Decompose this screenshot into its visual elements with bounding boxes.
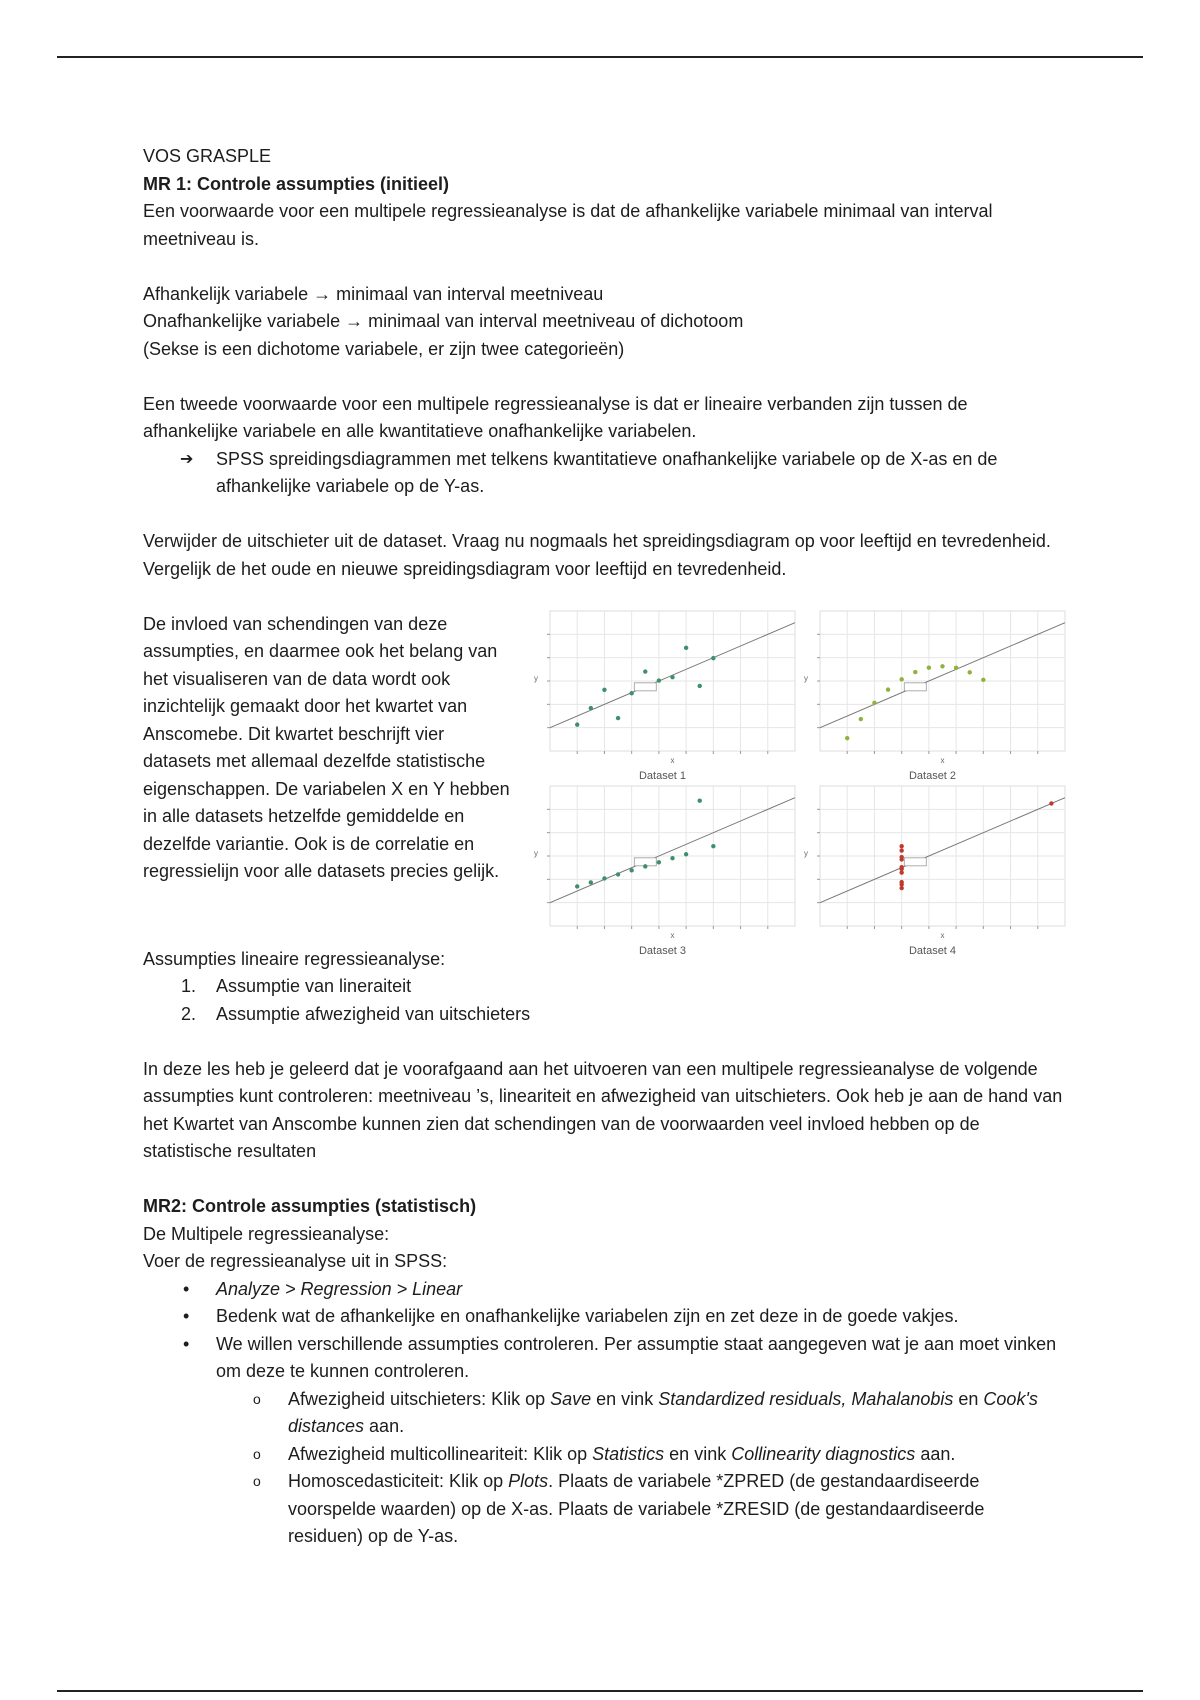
data-point [698, 798, 702, 802]
data-point [670, 856, 674, 860]
data-point [657, 860, 661, 864]
mr2-line2: Voer de regressieanalyse uit in SPSS: [143, 1251, 448, 1271]
data-point [845, 735, 849, 739]
course-label: VOS GRASPLE [143, 146, 272, 166]
data-point [575, 722, 579, 726]
data-point [629, 691, 633, 695]
data-point [670, 674, 674, 678]
data-point [899, 677, 903, 681]
spss-steps-list [143, 1276, 1063, 1551]
list-number: 1. [181, 976, 197, 996]
list-item-text: Bedenk wat de afhankelijke en onafhankelijke variabelen zijn en zet deze in de goede vakjes. [216, 1306, 959, 1326]
list-item-text: Assumptie afwezigheid van uitschieters [216, 1003, 531, 1024]
summary-text: In deze les heb je geleerd dat je voorafgaand aan het uitvoeren van een multipele regressieanalyse de volgende assumpties kunt controleren: meetniveau ’s, lineariteit en afwezigheid van uitschieters. Ook heb je aan de hand van het Kwartet van Anscombe kunnen zien dat schendingen van de voorwaarden veel invloed hebben op de statistische resultaten [143, 1058, 1063, 1161]
list-item [143, 1276, 1063, 1304]
mr1-heading: MR 1: Controle assumpties (initieel) [143, 173, 450, 194]
footer-rule [57, 1690, 1143, 1692]
menu-path: Analyze > Regression > Linear [216, 1278, 463, 1299]
list-item [143, 1001, 1063, 1029]
panel-label: Dataset 1 [638, 769, 687, 782]
bullet-icon: • [183, 1306, 190, 1326]
data-point [698, 683, 702, 687]
spss-arrow-item [143, 446, 1063, 501]
data-point [886, 687, 890, 691]
data-point [684, 852, 688, 856]
y-axis-label: y [534, 673, 538, 683]
independent-line: Onafhankelijke variabele → minimaal van interval meetniveau of dichotoom [143, 311, 744, 331]
data-point [899, 848, 903, 852]
sex-note: (Sekse is een dichotome variabele, er zijn twee categorieën) [143, 338, 625, 359]
mr2-heading: MR2: Controle assumpties (statistisch) [143, 1196, 477, 1216]
list-item [143, 1331, 1063, 1386]
regression-equation-box [904, 857, 926, 865]
data-point [589, 705, 593, 709]
header-rule [57, 56, 1143, 58]
data-point [711, 655, 715, 659]
mr2-line1: De Multipele regressieanalyse: [143, 1223, 390, 1244]
x-axis-label: x [940, 755, 945, 765]
data-point [629, 868, 633, 872]
sub-list-item: o Homoscedasticiteit: Klik op Plots. Plaats de variabele *ZPRED (de gestandaardiseerde voorspelde waarden) op de X-as. Plaats de variabele *ZRESID (de gestandaardiseerde residuen) op de Y-as. [143, 1468, 1063, 1551]
spss-arrow-text: SPSS spreidingsdiagrammen met telkens kwantitatieve onafhankelijke variabele op de X-as en de afhankelijke variabele op de Y-as. [216, 448, 998, 496]
data-point [859, 716, 863, 720]
data-point [1049, 801, 1053, 805]
x-axis-label: x [670, 755, 675, 765]
y-axis-label: y [534, 848, 538, 858]
data-point [643, 669, 647, 673]
list-item-text: We willen verschillende assumpties controleren. Per assumptie staat aangegeven wat je aan moet vinken om deze te kunnen controleren. [216, 1333, 1057, 1381]
data-point [981, 677, 985, 681]
bullet-icon: • [183, 1333, 190, 1354]
data-point [589, 880, 593, 884]
data-point [899, 844, 903, 848]
regression-equation-box [634, 682, 656, 690]
data-point [616, 872, 620, 876]
circle-bullet-icon: o [253, 1445, 261, 1462]
list-item [143, 973, 1063, 1001]
data-point [872, 700, 876, 704]
data-point [899, 866, 903, 870]
data-point [657, 678, 661, 682]
circle-bullet-icon: o [253, 1473, 261, 1489]
document-body [143, 143, 1063, 1551]
panel-label: Dataset 2 [908, 769, 957, 782]
data-point [940, 664, 944, 668]
y-axis-label: y [804, 848, 808, 858]
data-point [684, 645, 688, 649]
list-item [143, 1303, 1063, 1331]
sub-list-item: o Afwezigheid uitschieters: Klik op Save en vink Standardized residuals, Mahalanobis en Cook's distances aan. [143, 1386, 1063, 1441]
circle-bullet-icon: o [253, 1390, 261, 1407]
list-item-text: Assumptie van lineraiteit [216, 976, 412, 996]
x-axis-label: x [670, 930, 675, 940]
data-point [602, 876, 606, 880]
sub-list-item: o Afwezigheid multicollineariteit: Klik op Statistics en vink Collinearity diagnostics aan. [143, 1441, 1063, 1469]
y-axis-label: y [804, 673, 808, 683]
assumptions-list [143, 973, 1063, 1028]
data-point [575, 884, 579, 888]
regression-equation-box [904, 682, 926, 690]
anscombe-text: De invloed van schendingen van deze assumpties, en daarmee ook het belang van het visualiseren van de data wordt ook inzichtelijk gemaakt door het kwartet van Anscomebe. Dit kwartet beschrijft vier datasets met allemaal dezelfde statistische eigenschappen. De variabelen X en Y hebben in alle datasets hetzelfde gemiddelde en dezelfde variantie. Ook is de correlatie en regressielijn voor alle datasets precies gelijk. [143, 613, 510, 881]
anscombe-section [143, 611, 1063, 957]
x-axis-label: x [940, 930, 945, 940]
second-condition: Een tweede voorwaarde voor een multipele regressieanalyse is dat er lineaire verbanden zijn tussen de afhankelijke variabele en alle kwantitatieve onafhankelijke variabelen. [143, 393, 968, 441]
data-point [899, 854, 903, 858]
anscombe-quartet-chart [528, 601, 1073, 961]
data-point [602, 687, 606, 691]
data-point [643, 864, 647, 868]
mr1-intro: Een voorwaarde voor een multipele regressieanalyse is dat de afhankelijke variabele minimaal van interval meetniveau is. [143, 201, 993, 249]
remove-outlier-text: Verwijder de uitschieter uit de dataset. Vraag nu nogmaals het spreidingsdiagram op voor leeftijd en tevredenheid. Vergelijk de het oude en nieuwe spreidingsdiagram voor leeftijd en tevredenheid. [143, 531, 1051, 579]
data-point [954, 665, 958, 669]
dependent-line: Afhankelijk variabele → minimaal van interval meetniveau [143, 283, 604, 304]
data-point [927, 665, 931, 669]
data-point [899, 882, 903, 886]
data-point [711, 844, 715, 848]
list-number: 2. [181, 1003, 197, 1024]
panel-label: Dataset 3 [638, 944, 687, 957]
bullet-icon: • [183, 1278, 190, 1299]
data-point [913, 669, 917, 673]
data-point [968, 670, 972, 674]
panel-label: Dataset 4 [908, 944, 957, 957]
anscombe-figure [528, 601, 1073, 961]
assumptions-title: Assumpties lineaire regressieanalyse: [143, 948, 446, 969]
data-point [616, 715, 620, 719]
arrow-right-icon: ➔ [180, 450, 194, 468]
